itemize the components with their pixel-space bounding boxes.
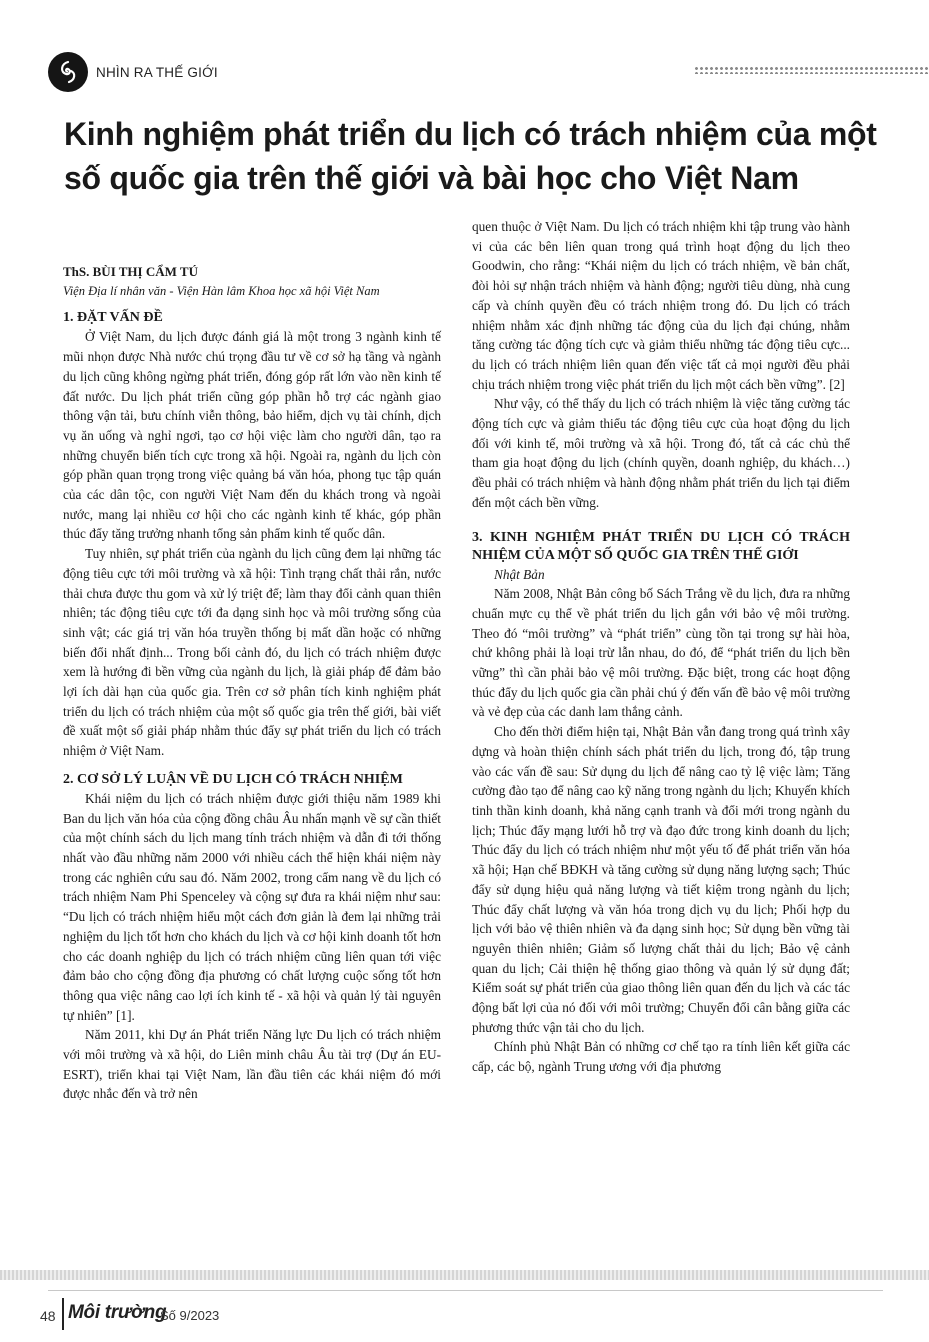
section-2-title: 2. CƠ SỞ LÝ LUẬN VỀ DU LỊCH CÓ TRÁCH NHIỆM [63, 771, 403, 787]
paragraph: Năm 2011, khi Dự án Phát triển Năng lực Du lịch có trách nhiệm với môi trường và xã hội, do Liên minh châu Âu tài trợ (Dự án EU-ESRT), triển khai tại Việt Nam, lần đầu tiên các khái niệm đó mới được nhắc đến và trở nên [63, 1027, 441, 1102]
decorative-dot-band [694, 66, 929, 74]
paragraph: Cho đến thời điểm hiện tại, Nhật Bản vẫn đang trong quá trình xây dựng và hoàn thiện chính sách phát triển du lịch, trong đó, tập trung vào các vấn đề sau: Sử dụng du lịch để nâng cao tỷ lệ việc làm; Tăng cường đào tạo để nâng cao kỹ năng trong ngành du lịch; Khuyến khích tinh thần kinh doanh, khả năng cạnh tranh và đổi mới trong ngành du lịch; Thúc đẩy mạng lưới hỗ trợ và đạo đức trong kinh doanh du lịch; Thúc đẩy du lịch có trách nhiệm như một yếu tố để phát triển văn hóa xã hội; Hạn chế BĐKH và tăng cường sử dụng năng lượng sạch; Thúc đẩy sử dụng hiệu quả năng lượng và tiết kiệm trong ngành du lịch; Thúc đẩy chất lượng và văn hóa trong dịch vụ du lịch; Phối hợp du lịch với bảo vệ thiên nhiên và đa dạng sinh học; Sử dụng bền vững tài nguyên thiên nhiên; Giảm số lượng chất thải du lịch; Bảo vệ cảnh quan du lịch; Cải thiện hệ thống giao thông và quản lý sử dụng đất; Kiểm soát sự phát triển của giao thông liên quan đến du lịch và các tác động bất lợi của nó đối với môi trường; Chuyển đổi cân bằng giữa các phương thức vận tải cho du lịch. [472, 724, 850, 1035]
author-affiliation: Viện Địa lí nhân văn - Viện Hàn lâm Khoa học xã hội Việt Nam [63, 283, 380, 298]
paragraph: Ở Việt Nam, du lịch được đánh giá là một trong 3 ngành kinh tế mũi nhọn được Nhà nước chú trọng đầu tư về cơ sở hạ tầng và ngành du lịch cũng không ngừng phát triển, đóng góp rất lớn vào nền kinh tế đất nước. Du lịch phát triển cũng góp phần hỗ trợ các ngành giao thông vận tải, bưu chính viễn thông, bảo hiểm, dịch vụ tài chính, dịch vụ ăn uống và nghỉ ngơi, tạo cơ hội việc làm cho người dân, tạo ra những chuyển biến tích cực trong xã hội. Ngoài ra, ngành du lịch còn góp phần quan trọng trong việc quảng bá văn hóa, phong tục tập quán của các dân tộc, con người Việt Nam đến du khách trong và ngoài nước, mang lại nhiều cơ hội cho các ngành kinh tế khác, góp phần thúc đẩy tăng trưởng nhanh tổng sản phẩm kinh tế quốc dân. [63, 329, 441, 542]
page-footer [0, 1262, 929, 1342]
footer-separator [62, 1298, 64, 1330]
footer-divider [48, 1290, 883, 1291]
right-column [472, 217, 850, 1077]
left-column [63, 262, 441, 1104]
paragraph: Chính phủ Nhật Bản có những cơ chế tạo ra tính liên kết giữa các cấp, các bộ, ngành Trung ương với địa phương [472, 1039, 850, 1075]
author-name: ThS. BÙI THỊ CẨM TÚ [63, 264, 198, 279]
paragraph: Năm 2008, Nhật Bản công bố Sách Trắng về du lịch, đưa ra những chuẩn mực cụ thể về phát triển du lịch gắn với bảo vệ môi trường. Theo đó “môi trường” và “phát triển” cùng tồn tại trong sự hài hòa, chứ không phải là loại trừ lẫn nhau, do đó, để “phát triển du lịch bền vững” thì cần phải bảo vệ môi trường. Đặc biệt, trong các hoạt động thúc đẩy du lịch quốc gia cần phải chú ý đến vấn đề bảo vệ môi trường và vẻ đẹp của các danh lam thắng cảnh. [472, 586, 850, 720]
swirl-icon [55, 59, 81, 85]
paragraph: Khái niệm du lịch có trách nhiệm được giới thiệu năm 1989 khi Ban du lịch văn hóa của cộng đồng châu Âu nhấn mạnh về sự cần thiết của một chính sách du lịch mang tính trách nhiệm và dẫn đi tới thống nhất vào đầu những năm 2000 với nhiều cách thể hiện khái niệm này trong các nghiên cứu sau đó. Năm 2002, trong cẩm nang về du lịch có trách nhiệm Nam Phi Spenceley và cộng sự đưa ra khái niệm như sau: “Du lịch có trách nhiệm hiểu một cách đơn giản là đem lại những trải nghiệm du lịch tốt hơn cho khách du lịch và cơ hội kinh doanh tốt hơn cho các doanh nghiệp du lịch có trách nhiệm cũng liên quan tới việc đảm bảo cho cộng đồng địa phương có chất lượng cuộc sống tốt hơn thông qua việc nâng cao lợi ích kinh tế - xã hội và quản lý tài nguyên tự nhiên” [1]. [63, 790, 441, 1023]
page-number: 48 [40, 1308, 56, 1324]
running-header [48, 50, 218, 94]
section-label: NHÌN RA THẾ GIỚI [96, 64, 218, 80]
issue-number: Số 9/2023 [160, 1308, 220, 1323]
article-title: Kinh nghiệm phát triển du lịch có trách nhiệm của một số quốc gia trên thế giới và bài học cho Việt Nam [64, 116, 877, 196]
paragraph: quen thuộc ở Việt Nam. Du lịch có trách nhiệm khi tập trung vào hành vi của các bên liên quan trong quá trình hoạt động du lịch theo Goodwin, cho rằng: “Khái niệm du lịch có trách nhiệm, về bản chất, đòi hỏi sự nhận trách nhiệm và hành động; người tiêu dùng, nhà cung cấp và chính quyền đều có trách nhiệm trong đó. Du lịch có trách nhiệm nhằm xác định những tác động của du lịch đại chúng, nhằm tăng cường tác động tích cực và giảm thiểu những tác động tiêu cực... du lịch có trách nhiệm liên quan đến việc tất cả mọi người đều phải chịu trách nhiệm trong việc phát triển du lịch một cách bền vững”. [2] [472, 219, 850, 392]
journal-name: Môi trường [68, 1302, 167, 1323]
subsection-japan-label: Nhật Bản [494, 566, 545, 582]
footer-texture-band [0, 1270, 929, 1280]
section-1-title: 1. ĐẶT VẤN ĐỀ [63, 310, 163, 326]
paragraph: Tuy nhiên, sự phát triển của ngành du lịch cũng đem lại những tác động tiêu cực tới môi trường và xã hội: Tình trạng chất thải rắn, nước thải chưa được thu gom và xử lý triệt để; làm thay đổi cảnh quan thiên nhiên; tác động tiêu cực tới đa dạng sinh học và môi trường sống của sinh vật; các giá trị văn hóa truyền thống bị mất dần hoặc có những biến đổi nhất định... Trong bối cảnh đó, du lịch có trách nhiệm được xem là hướng đi bền vững của ngành du lịch, là giải pháp để đảm bảo lợi ích dài hạn của quốc gia. Trên cơ sở phân tích kinh nghiệm phát triển du lịch có trách nhiệm của một số quốc gia trên thế giới, bài viết đề xuất một số giải pháp nhằm thúc đẩy sự phát triển du lịch có trách nhiệm ở Việt Nam. [63, 546, 441, 759]
paragraph: Như vậy, có thể thấy du lịch có trách nhiệm là việc tăng cường tác động tích cực và giảm thiểu tác động tiêu cực của hoạt động du lịch đối với kinh tế, môi trường và xã hội. Trong đó, tất cả các chủ thể tham gia hoạt động du lịch (chính quyền, doanh nghiệp, du khách…) đều phải có trách nhiệm và hành động nhằm phát triển du lịch tại điểm đến một cách bền vững. [472, 396, 850, 510]
magazine-logo-icon [48, 52, 88, 92]
section-3-title: 3. KINH NGHIỆM PHÁT TRIỂN DU LỊCH CÓ TRÁCH NHIỆM CỦA MỘT SỐ QUỐC GIA TRÊN THẾ GIỚI [472, 529, 850, 563]
